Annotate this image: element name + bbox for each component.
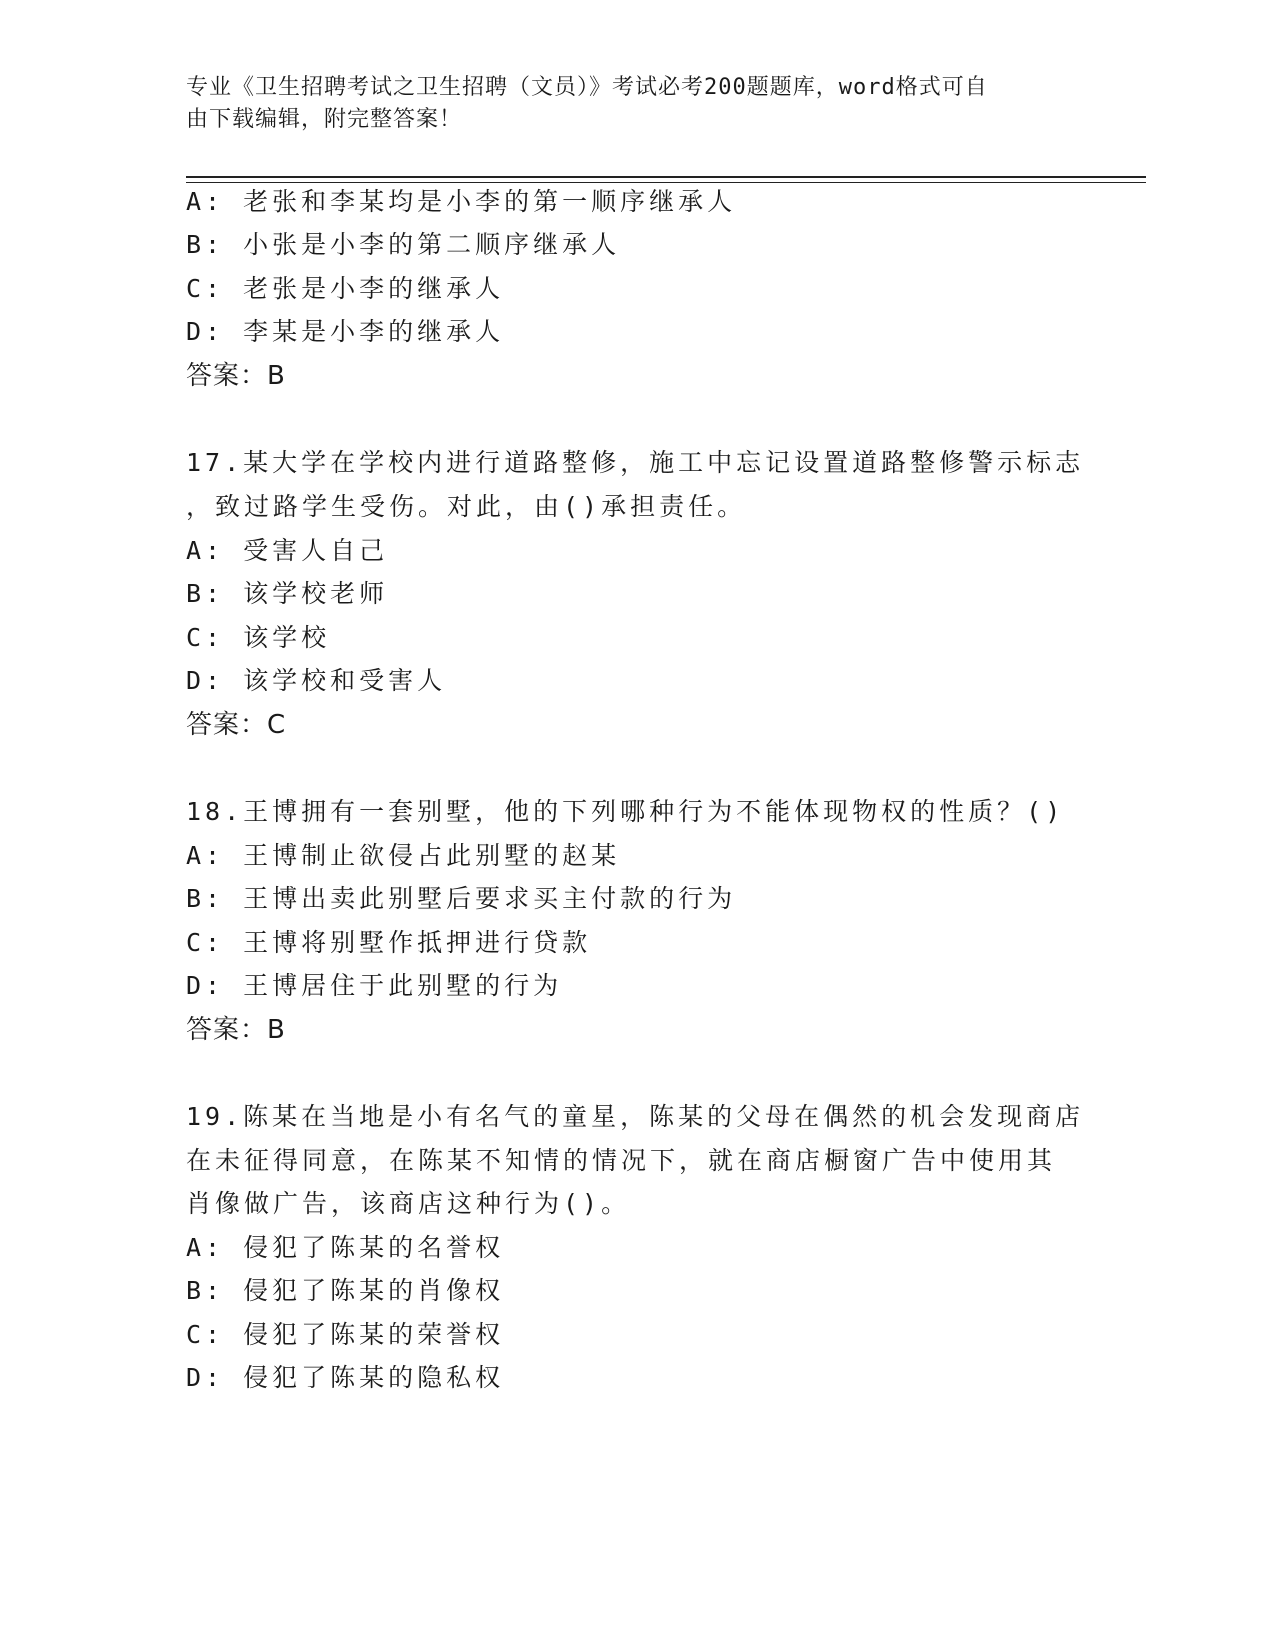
q17-stem-line-2: ，致过路学生受伤。对此，由()承担责任。	[186, 492, 747, 521]
q17-stem-line-1: 17.某大学在学校内进行道路整修，施工中忘记设置道路整修警示标志	[186, 448, 1085, 477]
q16-option-c: C: 老张是小李的继承人	[186, 274, 505, 303]
q18-option-b: B: 王博出卖此别墅后要求买主付款的行为	[186, 884, 737, 913]
q19-stem-line-1: 19.陈某在当地是小有名气的童星，陈某的父母在偶然的机会发现商店	[186, 1102, 1085, 1131]
q19-stem-line-2: 在未征得同意，在陈某不知情的情况下，就在商店橱窗广告中使用其	[186, 1146, 1057, 1175]
q17-answer: 答案：C	[186, 710, 287, 740]
q18-option-c: C: 王博将别墅作抵押进行贷款	[186, 928, 592, 957]
intro-line-1: 专业《卫生招聘考试之卫生招聘（文员）》考试必考200题题库，word格式可自	[186, 75, 988, 100]
q16-answer: 答案：B	[186, 361, 286, 391]
q18-option-d: D: 王博居住于此别墅的行为	[186, 971, 563, 1000]
q17-option-d: D: 该学校和受害人	[186, 666, 447, 695]
q16-option-d: D: 李某是小李的继承人	[186, 317, 505, 346]
q19-option-d: D: 侵犯了陈某的隐私权	[186, 1363, 505, 1392]
q17-option-a: A: 受害人自己	[186, 536, 389, 565]
q18-option-a: A: 王博制止欲侵占此别墅的赵某	[186, 841, 621, 870]
q18-answer: 答案：B	[186, 1015, 286, 1045]
q19-option-b: B: 侵犯了陈某的肖像权	[186, 1276, 505, 1305]
q17-option-b: B: 该学校老师	[186, 579, 389, 608]
q19-option-a: A: 侵犯了陈某的名誉权	[186, 1233, 505, 1262]
q16-option-b: B: 小张是小李的第二顺序继承人	[186, 230, 621, 259]
q16-option-a: A: 老张和李某均是小李的第一顺序继承人	[186, 187, 737, 216]
header-divider-thin	[186, 182, 1146, 183]
q19-stem-line-3: 肖像做广告，该商店这种行为()。	[186, 1189, 631, 1218]
q17-option-c: C: 该学校	[186, 623, 331, 652]
q18-stem-line-1: 18.王博拥有一套别墅，他的下列哪种行为不能体现物权的性质？()	[186, 797, 1065, 826]
intro-line-2: 由下载编辑，附完整答案！	[186, 107, 463, 132]
header-divider-thick	[186, 176, 1146, 178]
document-intro	[186, 72, 1066, 136]
q19-option-c: C: 侵犯了陈某的荣誉权	[186, 1320, 505, 1349]
